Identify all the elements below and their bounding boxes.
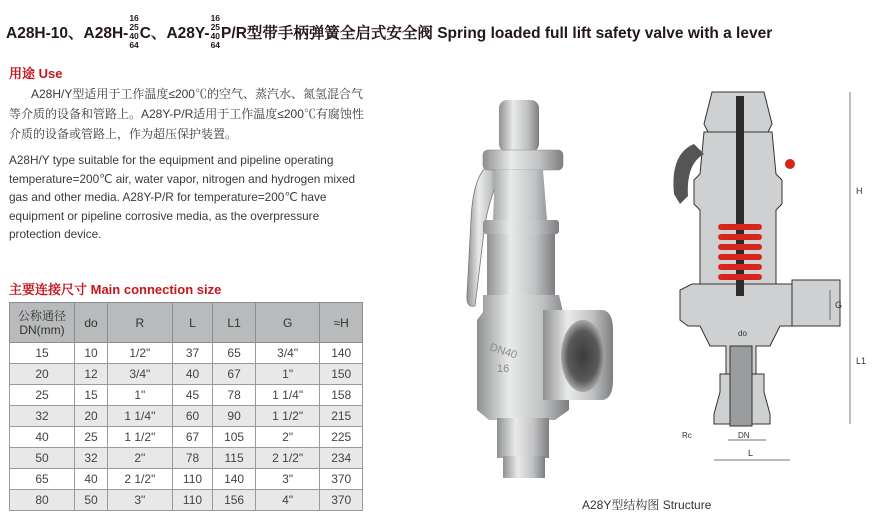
- table-cell: 12: [75, 364, 108, 385]
- header-do: do: [75, 303, 108, 343]
- table-row: [10, 490, 363, 511]
- table-cell: 37: [172, 343, 213, 364]
- table-cell: 10: [75, 343, 108, 364]
- table-cell: 40: [10, 427, 75, 448]
- table-cell: 20: [75, 406, 108, 427]
- drawing-nozzle: [730, 346, 752, 426]
- table-cell: 110: [172, 469, 213, 490]
- table-row: [10, 385, 363, 406]
- title-part-1: A28H-10、A28H-: [6, 25, 129, 42]
- table-cell: 60: [172, 406, 213, 427]
- table-cell: 3": [108, 490, 173, 511]
- table-cell: 65: [10, 469, 75, 490]
- table-cell: 1 1/4": [108, 406, 173, 427]
- table-cell: 78: [213, 385, 256, 406]
- table-cell: 1/2": [108, 343, 173, 364]
- table-cell: 15: [75, 385, 108, 406]
- table-cell: 65: [213, 343, 256, 364]
- table-cell: 234: [320, 448, 363, 469]
- valve-photo: [443, 80, 617, 485]
- photo-inlet: [497, 418, 549, 458]
- table-cell: 1": [108, 385, 173, 406]
- table-cell: 140: [213, 469, 256, 490]
- table-cell: 80: [10, 490, 75, 511]
- dim-label-g: G: [835, 300, 843, 310]
- table-cell: 4": [255, 490, 320, 511]
- drawing-caption: A28Y型结构图 Structure: [582, 498, 712, 512]
- table-cell: 40: [75, 469, 108, 490]
- table-cell: 110: [172, 490, 213, 511]
- photo-body-mark: DN40: [488, 341, 519, 362]
- title-pressure-stack-2: 16 25 40 64: [210, 13, 221, 50]
- drawing-outlet: [792, 280, 843, 326]
- structure-drawing: [660, 84, 870, 484]
- table-cell: 2 1/2": [108, 469, 173, 490]
- table-cell: 40: [172, 364, 213, 385]
- table-row: [10, 406, 363, 427]
- use-description-en: A28H/Y type suitable for the equipment and pipeline operating temperature=200℃ air, water vapor, nitrogen and hydrogen mixed gas and other media. A28Y-P/R for temperature=200℃ have equipment or pipeline corrosive media, as the overpressure protection device.: [9, 153, 356, 241]
- table-row: [10, 448, 363, 469]
- header-g: G: [255, 303, 320, 343]
- table-cell: 2": [255, 427, 320, 448]
- table-cell: 25: [75, 427, 108, 448]
- table-cell: 32: [10, 406, 75, 427]
- table-cell: 50: [75, 490, 108, 511]
- table-cell: 25: [10, 385, 75, 406]
- header-l1: L1: [213, 303, 256, 343]
- table-row: [10, 469, 363, 490]
- header-dn: 公称通径 DN(mm): [10, 303, 75, 343]
- table-cell: 3/4": [255, 343, 320, 364]
- photo-outlet-bore: [561, 320, 605, 392]
- table-cell: 156: [213, 490, 256, 511]
- photo-body-mark-2: 16: [497, 363, 510, 375]
- photo-lever-bar: [483, 150, 563, 170]
- table-cell: 115: [213, 448, 256, 469]
- drawing-pin: [785, 159, 795, 169]
- table-cell: 225: [320, 427, 363, 448]
- use-description-cn: A28H/Y型适用于工作温度≤200℃的空气、蒸汽水、氮氢混合气等介质的设备和管路上。A28Y-P/R适用于工作温度≤200℃有腐蚀性介质的设备或管路上，作为超压保护装置。: [9, 87, 364, 141]
- table-cell: 78: [172, 448, 213, 469]
- page-title: [6, 14, 772, 50]
- table-cell: 1 1/2": [255, 406, 320, 427]
- table-cell: 105: [213, 427, 256, 448]
- dim-label-h: H: [856, 186, 863, 196]
- table-cell: 370: [320, 490, 363, 511]
- table-header-row: [10, 303, 363, 343]
- photo-flange: [483, 220, 559, 234]
- photo-inlet-thread: [503, 456, 545, 478]
- table-cell: 158: [320, 385, 363, 406]
- table-cell: 1": [255, 364, 320, 385]
- table-cell: 3": [255, 469, 320, 490]
- table-cell: 15: [10, 343, 75, 364]
- table-cell: 2": [108, 448, 173, 469]
- dim-label-l1: L1: [856, 356, 867, 366]
- table-cell: 2 1/2": [255, 448, 320, 469]
- dim-label-dn: DN: [738, 431, 750, 440]
- header-r: R: [108, 303, 173, 343]
- table-cell: 370: [320, 469, 363, 490]
- table-cell: 67: [213, 364, 256, 385]
- table-cell: 45: [172, 385, 213, 406]
- table-cell: 3/4": [108, 364, 173, 385]
- size-table: [9, 302, 363, 511]
- table-row: [10, 427, 363, 448]
- table-cell: 90: [213, 406, 256, 427]
- title-part-3: P/R型带手柄弹簧全启式安全阀 Spring loaded full lift safety valve with a lever: [221, 25, 773, 42]
- table-cell: 215: [320, 406, 363, 427]
- header-l: L: [172, 303, 213, 343]
- table-cell: 150: [320, 364, 363, 385]
- dim-label-l: L: [748, 448, 754, 458]
- size-heading: 主要连接尺寸 Main connection size: [9, 282, 222, 297]
- table-row: [10, 364, 363, 385]
- photo-cap: [499, 100, 539, 152]
- title-part-2: C、A28Y-: [139, 25, 210, 42]
- table-cell: 67: [172, 427, 213, 448]
- table-cell: 1 1/2": [108, 427, 173, 448]
- table-cell: 32: [75, 448, 108, 469]
- table-cell: 20: [10, 364, 75, 385]
- header-h: ≈H: [320, 303, 363, 343]
- table-cell: 140: [320, 343, 363, 364]
- dim-label-do: do: [738, 329, 747, 338]
- table-row: [10, 343, 363, 364]
- title-pressure-stack-1: 16 25 40 64: [129, 13, 139, 50]
- table-cell: 1 1/4": [255, 385, 320, 406]
- use-heading: 用途 Use: [9, 66, 63, 81]
- dim-label-rc: Rc: [682, 431, 692, 440]
- table-cell: 50: [10, 448, 75, 469]
